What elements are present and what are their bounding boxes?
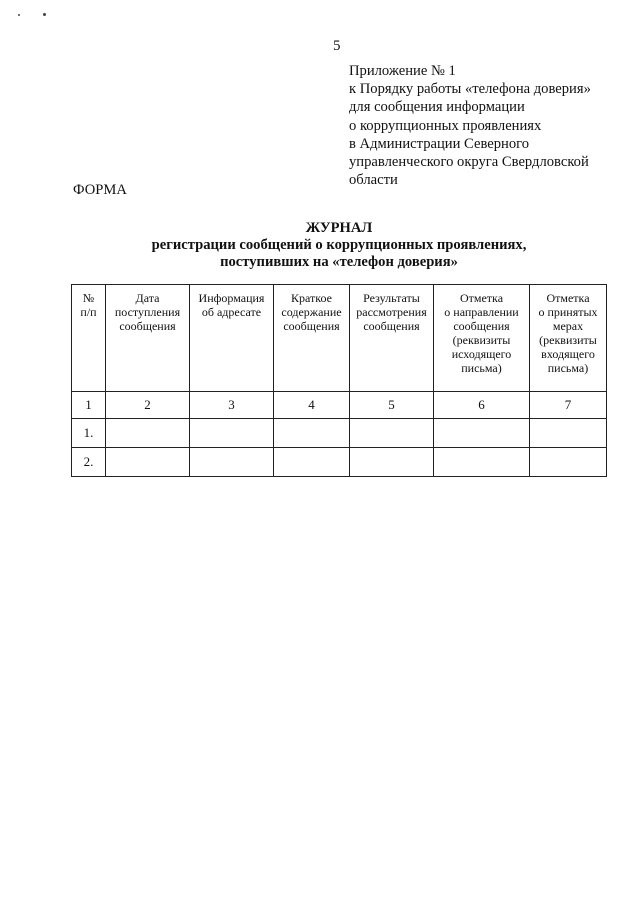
appendix-line: Приложение № 1: [349, 63, 456, 79]
table-cell: [274, 419, 350, 448]
table-row: [72, 419, 607, 448]
header-cell-addressee: Информация об адресате: [190, 285, 274, 392]
row-number: 2.: [72, 448, 106, 477]
appendix-line: для сообщения информации: [349, 99, 525, 116]
header-cell-date: Дата поступления сообщения: [106, 285, 190, 392]
title-line-2: регистрации сообщений о коррупционных проявлениях,: [151, 237, 527, 253]
column-number: 3: [190, 392, 274, 419]
appendix-line: в Администрации Северного: [349, 135, 530, 152]
column-number: 1: [72, 392, 106, 419]
column-number: 2: [106, 392, 190, 419]
header-cell-summary: Краткое содержание сообщения: [274, 285, 350, 392]
column-number: 4: [274, 392, 350, 419]
column-number: 6: [434, 392, 530, 419]
table-cell: [190, 419, 274, 448]
title-line-3: поступивших на «телефон доверия»: [220, 254, 458, 270]
table-cell: [190, 448, 274, 477]
page-number: 5: [333, 38, 341, 54]
scan-speck: [18, 14, 20, 16]
journal-table: [71, 284, 607, 477]
table-cell: [434, 419, 530, 448]
header-cell-number: № п/п: [72, 285, 106, 392]
appendix-line: управленческого округа Свердловской: [349, 154, 589, 171]
column-number-row: [72, 392, 607, 419]
table-cell: [350, 448, 434, 477]
scan-speck: [43, 13, 46, 16]
table-cell: [106, 448, 190, 477]
appendix-block: [349, 62, 619, 189]
header-cell-results: Результаты рассмотрения сообщения: [350, 285, 434, 392]
header-row: [72, 285, 607, 392]
column-number: 7: [530, 392, 607, 419]
table-cell: [530, 448, 607, 477]
table-row: [72, 448, 607, 477]
table-cell: [434, 448, 530, 477]
table-cell: [106, 419, 190, 448]
header-cell-sent-mark: Отметка о направлении сообщения (реквизиты исходящего письма): [434, 285, 530, 392]
appendix-line: к Порядку работы «телефона доверия»: [349, 81, 591, 98]
title-line-1: ЖУРНАЛ: [305, 220, 373, 236]
form-label: ФОРМА: [73, 182, 127, 198]
column-number: 5: [350, 392, 434, 419]
header-cell-measures-mark: Отметка о принятых мерах (реквизиты входящего письма): [530, 285, 607, 392]
table-cell: [274, 448, 350, 477]
table-cell: [350, 419, 434, 448]
journal-title: [72, 220, 606, 271]
row-number: 1.: [72, 419, 106, 448]
appendix-line: о коррупционных проявлениях: [349, 117, 542, 134]
appendix-line: области: [349, 172, 398, 189]
table-cell: [530, 419, 607, 448]
